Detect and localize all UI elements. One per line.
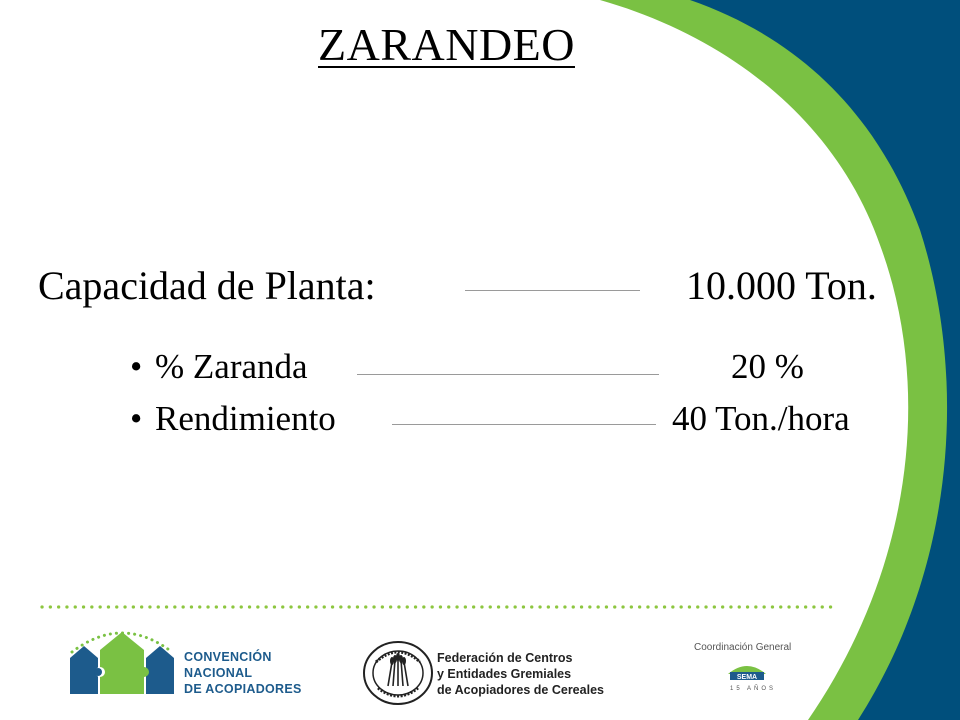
sema-anos-label: 15 AÑOS [730,686,777,692]
bullet-zaranda-value: 20 % [731,347,804,386]
bullet-marker: • [130,347,143,386]
footer-dotted-divider [40,604,840,610]
svg-text:SEMA: SEMA [736,674,758,681]
convencion-line-2: NACIONAL [184,666,253,680]
capacity-value: 10.000 Ton. [686,263,877,308]
convencion-logo-text [184,649,302,697]
sema-logo-icon [726,660,768,686]
bullet-zaranda-label: % Zaranda [155,347,308,386]
federacion-line-1: Federación de Centros [437,651,573,665]
bullet-marker: • [130,399,143,438]
convencion-line-1: CONVENCIÓN [184,650,272,664]
federacion-seal-icon [362,640,434,706]
bullet-rendimiento-value: 40 Ton./hora [672,399,850,438]
zaranda-leader-line [357,374,659,375]
capacity-leader-line [465,290,640,291]
federacion-logo-text [437,650,604,698]
bullet-rendimiento-label: Rendimiento [155,399,336,438]
coordinacion-label: Coordinación General [694,642,792,653]
convencion-silo-logo-icon [64,616,180,698]
rendimiento-leader-line [392,424,656,425]
federacion-line-3: de Acopiadores de Cereales [437,683,604,697]
convencion-line-3: DE ACOPIADORES [184,682,302,696]
slide-title: ZARANDEO [318,19,575,70]
federacion-line-2: y Entidades Gremiales [437,667,572,681]
capacity-label: Capacidad de Planta: [38,263,376,308]
